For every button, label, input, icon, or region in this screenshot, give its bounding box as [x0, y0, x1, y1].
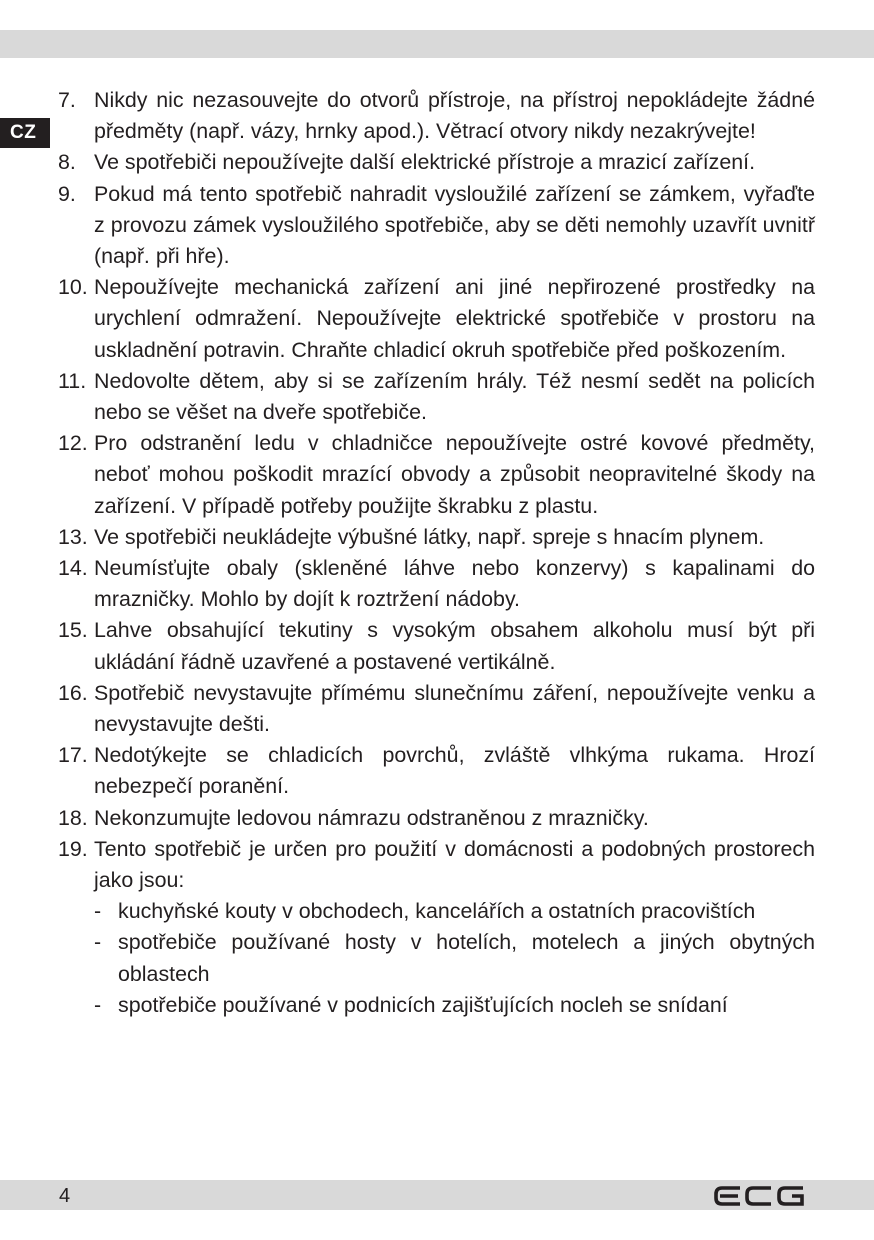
item-number: 14. [58, 556, 88, 581]
list-item [58, 179, 815, 273]
list-item [58, 553, 815, 615]
sub-item-text: spotřebiče používané v podnicích zajišťujících nocleh se snídaní [118, 992, 728, 1017]
list-item [58, 678, 815, 740]
item-number: 12. [58, 431, 88, 456]
item-text: Nekonzumujte ledovou námrazu odstraněnou z mrazničky. [94, 805, 649, 830]
item-number: 17. [58, 743, 88, 768]
bullet-dash: - [94, 992, 102, 1017]
sub-list-item [94, 990, 815, 1021]
item-text: Spotřebič nevystavujte přímému slunečnímu záření, nepoužívejte venku a nevystavujte dešti. [94, 680, 815, 737]
list-item [58, 615, 815, 677]
ecg-logo [714, 1185, 806, 1207]
safety-instructions-list [58, 85, 815, 1021]
list-item [58, 740, 815, 802]
list-item [58, 803, 815, 834]
item-number: 11. [58, 368, 87, 393]
item-text: Nepoužívejte mechanická zařízení ani jiné nepřirozené prostředky na urychlení odmražení. Nepoužívejte elektrické spotřebiče v prostoru na uskladnění potravin. Chraňte chladicí okruh spotřebiče před poškozením. [94, 275, 815, 362]
item-text: Nikdy nic nezasouvejte do otvorů přístroje, na přístroj nepokládejte žádné předměty (např. vázy, hrnky apod.). Větrací otvory nikdy nezakrývejte! [94, 88, 815, 144]
sub-list-item [94, 927, 815, 989]
item-number: 16. [58, 680, 88, 705]
logo-letter-c [747, 1188, 771, 1204]
logo-letter-g [779, 1188, 803, 1204]
page-number: 4 [59, 1185, 71, 1207]
item-number: 7. [58, 88, 76, 112]
list-item [58, 366, 815, 428]
item-text: Ve spotřebiči nepoužívejte další elektrické přístroje a mrazicí zařízení. [94, 150, 756, 175]
item-number: 13. [58, 524, 88, 549]
list-item [58, 428, 815, 522]
item-text: Nedotýkejte se chladicích povrchů, zvláště vlhkýma rukama. Hrozí nebezpečí poranění. [94, 743, 815, 799]
item-text: Tento spotřebič je určen pro použití v domácnosti a podobných prostorech jako jsou: [94, 836, 815, 893]
item-number: 19. [58, 836, 88, 861]
language-tab: CZ [0, 118, 50, 148]
item-number: 10. [58, 275, 88, 300]
bullet-dash: - [94, 930, 102, 955]
list-item [58, 522, 815, 553]
sub-item-text: kuchyňské kouty v obchodech, kancelářích a ostatních pracovištích [118, 899, 756, 924]
item-text: Pokud má tento spotřebič nahradit vysloužilé zařízení se zámkem, vyřaďte z provozu zámek vysloužilého spotřebiče, aby se děti nemohly uzavřít uvnitř (např. při hře). [94, 181, 815, 269]
list-item [58, 147, 815, 178]
sub-item-text: spotřebiče používané hosty v hotelích, motelech a jiných obytných oblastech [118, 930, 815, 986]
item-number: 8. [58, 150, 76, 175]
list-item [58, 834, 815, 896]
item-text: Nedovolte dětem, aby si se zařízením hrály. Též nesmí sedět na policích nebo se věšet na dveře spotřebiče. [94, 368, 815, 425]
item-text: Lahve obsahující tekutiny s vysokým obsahem alkoholu musí být při ukládání řádně uzavřené a postavené vertikálně. [94, 618, 815, 674]
bullet-dash: - [94, 899, 102, 924]
item-number: 18. [58, 805, 88, 830]
header-bar [0, 30, 874, 58]
sub-list-item [94, 896, 815, 927]
list-item [58, 85, 815, 147]
item-number: 9. [58, 181, 76, 206]
list-item [58, 272, 815, 366]
item-text: Ve spotřebiči neukládejte výbušné látky, např. spreje s hnacím plynem. [94, 524, 765, 549]
item-text: Neumísťujte obaly (skleněné láhve nebo konzervy) s kapalinami do mrazničky. Mohlo by dojít k roztržení nádoby. [94, 556, 815, 612]
item-number: 15. [58, 618, 88, 643]
item-text: Pro odstranění ledu v chladničce nepoužívejte ostré kovové předměty, neboť mohou poškodit mrazící obvody a způsobit neopravitelné škody na zařízení. V případě potřeby použijte škrabku z plastu. [94, 431, 815, 518]
